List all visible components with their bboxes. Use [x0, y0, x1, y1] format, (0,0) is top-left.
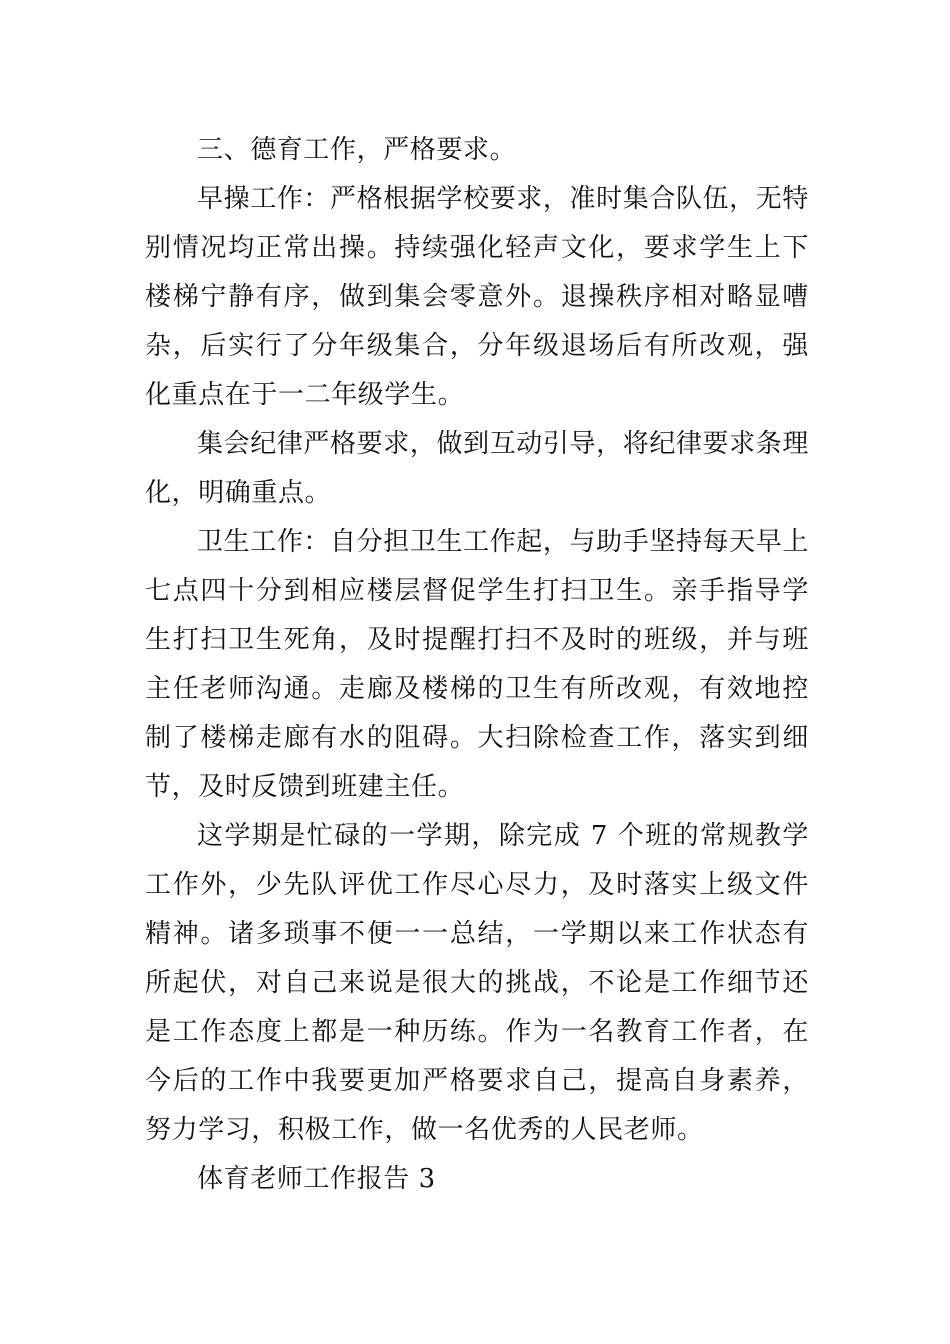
paragraph-semester-summary: 这学期是忙碌的一学期，除完成 7 个班的常规教学工作外，少先队评优工作尽心尽力，及时落实上级文件精神。诸多琐事不便一一总结，一学期以来工作状态有所起伏，对自己来说是很大的挑战，不论是工作细节还是工作态度上都是一种历练。作为一名教育工作者，在今后的工作中我要更加严格要求自己，提高自身素养，努力学习，积极工作，做一名优秀的人民老师。 [145, 821, 809, 1145]
next-report-title: 体育老师工作报告 3 [197, 1164, 436, 1194]
paragraph-morning-exercise: 早操工作：严格根据学校要求，准时集合队伍，无特别情况均正常出操。持续强化轻声文化，要求学生上下楼梯宁静有序，做到集会零意外。退操秩序相对略显嘈杂，后实行了分年级集合，分年级退场后有所改观，强化重点在于一二年级学生。 [145, 184, 809, 410]
section-heading-moral-education: 三、德育工作，严格要求。 [197, 135, 517, 165]
document-body [145, 126, 809, 1204]
paragraph-assembly-discipline: 集会纪律严格要求，做到互动引导，将纪律要求条理化，明确重点。 [145, 429, 809, 508]
paragraph-hygiene-work: 卫生工作：自分担卫生工作起，与助手坚持每天早上七点四十分到相应楼层督促学生打扫卫生。亲手指导学生打扫卫生死角，及时提醒打扫不及时的班级，并与班主任老师沟通。走廊及楼梯的卫生有所改观，有效地控制了楼梯走廊有水的阻碍。大扫除检查工作，落实到细节，及时反馈到班建主任。 [145, 527, 809, 802]
